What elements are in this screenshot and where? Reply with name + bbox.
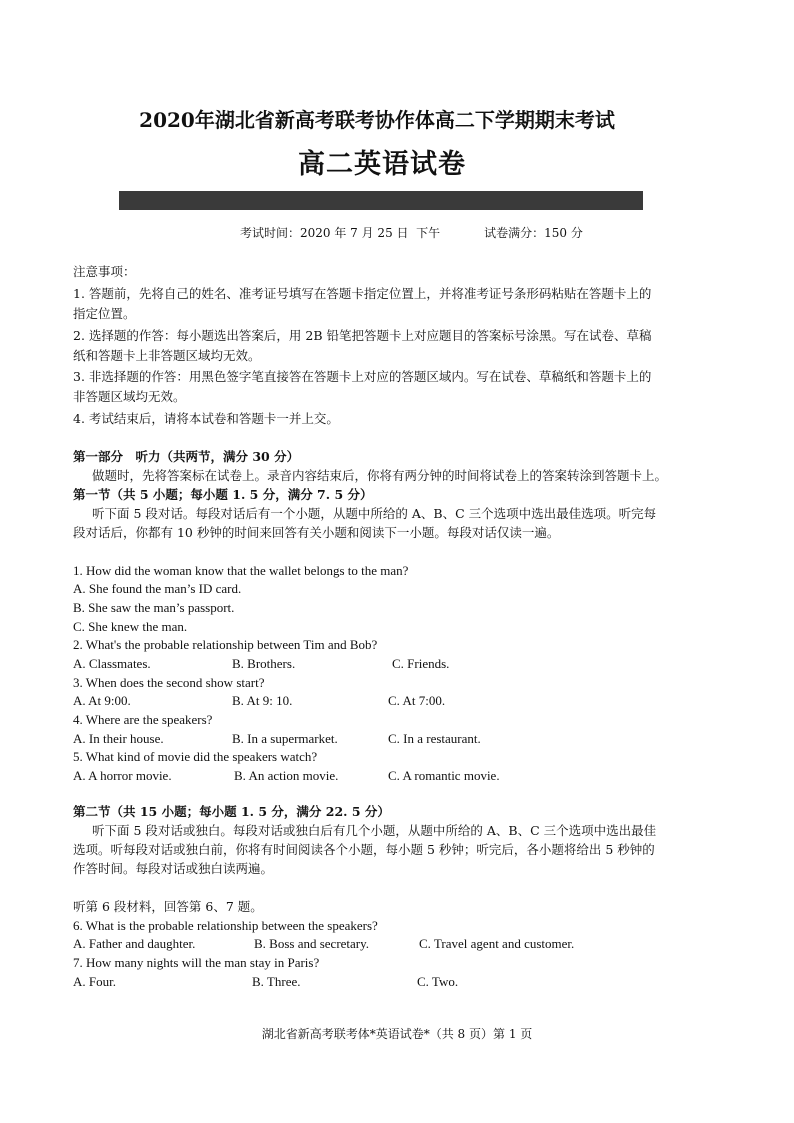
section1-heading: 第一节（共 5 小题；每小题 1. 5 分，满分 7. 5 分）: [73, 487, 373, 502]
option-b: B. Three.: [252, 974, 301, 989]
full-score: 试卷满分：150 分: [484, 226, 583, 240]
options-row: [73, 767, 500, 785]
option-c: C. Friends.: [392, 656, 450, 671]
option-c: C. Two.: [417, 974, 459, 989]
option-b: B. She saw the man’s passport.: [73, 600, 235, 615]
option-b: B. Brothers.: [232, 656, 296, 671]
option-b: B. In a supermarket.: [232, 731, 338, 746]
note-line: 指定位置。: [73, 306, 136, 321]
exam-time: 考试时间：2020 年 7 月 25 日 下午: [240, 226, 441, 240]
question-2: 2. What's the probable relationship between Tim and Bob?: [73, 637, 378, 652]
section2-heading: 第二节（共 15 小题；每小题 1. 5 分，满分 22. 5 分）: [73, 804, 390, 819]
options-row: [73, 973, 458, 991]
option-a: A. Four.: [73, 974, 116, 989]
exam-subtitle: 高二英语试卷: [298, 149, 466, 180]
option-b: B. An action movie.: [234, 768, 339, 783]
option-c: C. Travel agent and customer.: [419, 936, 575, 951]
note-line: 3. 非选择题的作答：用黑色签字笔直接答在答题卡上对应的答题区域内。写在试卷、草稿纸和答题卡上的: [73, 369, 652, 384]
option-c: C. At 7:00.: [388, 693, 446, 708]
note-line: 4. 考试结束后，请将本试卷和答题卡一并上交。: [73, 411, 339, 426]
title-divider-bar: [119, 191, 643, 210]
section2-intro: 选项。听每段对话或独白前，你将有时间阅读各个小题，每小题 5 秒钟；听完后，各小题将给出 5 秒钟的: [73, 842, 655, 857]
notes-heading: 注意事项：: [73, 264, 136, 279]
option-a: A. In their house.: [73, 731, 164, 746]
question-4: 4. Where are the speakers?: [73, 712, 213, 727]
note-line: 2. 选择题的作答：每小题选出答案后，用 2B 铅笔把答题卡上对应题目的答案标号涂黑。写在试卷、草稿: [73, 328, 652, 343]
options-row: [73, 730, 481, 748]
options-row: [73, 655, 449, 673]
option-c: C. A romantic movie.: [388, 768, 500, 783]
exam-title: 2020年湖北省新高考联考协作体高二下学期期末考试: [139, 108, 615, 132]
note-line: 1. 答题前，先将自己的姓名、准考证号填写在答题卡指定位置上，并将准考证号条形码粘贴在答题卡上的: [73, 286, 652, 301]
options-row: [73, 935, 574, 953]
part1-intro: 做题时，先将答案标在试卷上。录音内容结束后，你将有两分钟的时间将试卷上的答案转涂到答题卡上。: [92, 468, 668, 483]
note-line: 纸和答题卡上非答题区域均无效。: [73, 348, 261, 363]
option-a: A. Father and daughter.: [73, 936, 196, 951]
option-a: A. At 9:00.: [73, 693, 131, 708]
question-7: 7. How many nights will the man stay in Paris?: [73, 955, 320, 970]
section1-intro: 听下面 5 段对话。每段对话后有一个小题，从题中所给的 A、B、C 三个选项中选出最佳选项。听完每: [92, 506, 657, 521]
note-line: 非答题区域均无效。: [73, 389, 186, 404]
option-c: C. In a restaurant.: [388, 731, 481, 746]
question-6: 6. What is the probable relationship between the speakers?: [73, 918, 378, 933]
option-a: A. A horror movie.: [73, 768, 172, 783]
section2-intro: 作答时间。每段对话或独白读两遍。: [73, 861, 274, 876]
section2-intro: 听下面 5 段对话或独白。每段对话或独白后有几个小题，从题中所给的 A、B、C 三个选项中选出最佳: [92, 823, 657, 838]
option-b: B. Boss and secretary.: [254, 936, 370, 951]
option-a: A. She found the man’s ID card.: [73, 581, 242, 596]
exam-info: [240, 224, 583, 241]
material-note: 听第 6 段材料，回答第 6、7 题。: [73, 899, 263, 914]
option-a: A. Classmates.: [73, 656, 151, 671]
part1-heading: 第一部分 听力（共两节，满分 30 分）: [73, 449, 300, 464]
options-row: [73, 692, 445, 710]
question-1: 1. How did the woman know that the wallet belongs to the man?: [73, 563, 409, 578]
question-3: 3. When does the second show start?: [73, 675, 265, 690]
question-5: 5. What kind of movie did the speakers watch?: [73, 749, 318, 764]
section1-intro: 段对话后，你都有 10 秒钟的时间来回答有关小题和阅读下一小题。每段对话仅读一遍。: [73, 525, 560, 540]
page-footer: 湖北省新高考联考体*英语试卷*（共 8 页）第 1 页: [261, 1027, 533, 1041]
option-b: B. At 9: 10.: [232, 693, 293, 708]
option-c: C. She knew the man.: [73, 619, 188, 634]
